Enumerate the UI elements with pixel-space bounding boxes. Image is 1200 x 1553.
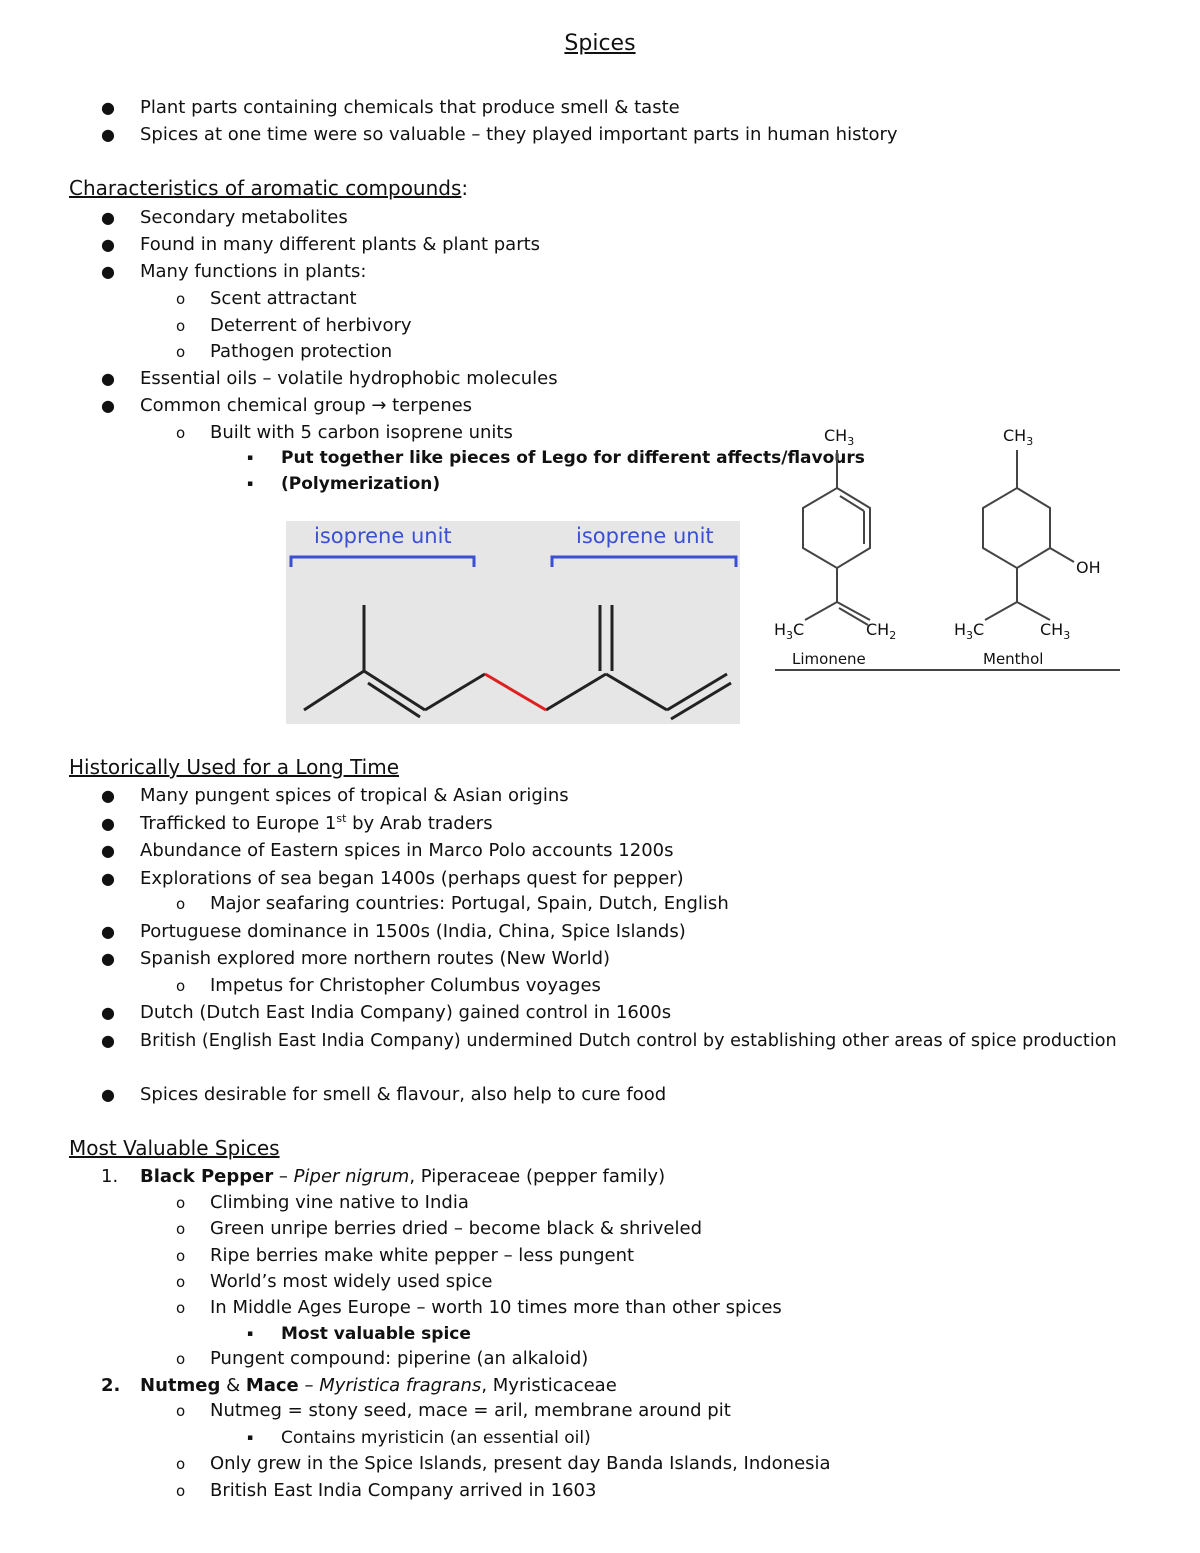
isoprene-unit-label: isoprene unit: [314, 524, 452, 548]
section-heading-aromatic: Characteristics of aromatic compounds:: [69, 176, 469, 200]
limonene-left-group: $H_3C$: [774, 620, 805, 643]
terpene-structures: [760, 420, 1130, 680]
bullet-icon: ●: [101, 1031, 115, 1050]
sub-list-item: o In Middle Ages Europe – worth 10 times more than other spices: [176, 1297, 782, 1318]
numbered-item-nutmeg: 2. Nutmeg & Mace – Myristica fragrans, Myristicaceae: [101, 1375, 617, 1396]
sub-list-item: o Deterrent of herbivory: [176, 315, 412, 336]
menthol-left-group: $H_3C$: [954, 620, 985, 643]
list-item: ● Essential oils – volatile hydrophobic molecules: [101, 368, 558, 389]
square-bullet-icon: ▪: [247, 1433, 254, 1443]
list-item: ● Plant parts containing chemicals that produce smell & taste: [101, 97, 680, 118]
sub-sub-list-item: ▪ (Polymerization): [247, 474, 441, 494]
bullet-icon: ●: [101, 1085, 115, 1104]
circle-bullet-icon: o: [176, 1194, 186, 1212]
menthol-right-group: $CH_3$: [1040, 620, 1071, 643]
bullet-icon: ●: [101, 369, 115, 388]
sub-list-item: o Only grew in the Spice Islands, present day Banda Islands, Indonesia: [176, 1453, 831, 1474]
list-item: ● Many functions in plants:: [101, 261, 367, 282]
list-item: ● Dutch (Dutch East India Company) gained control in 1600s: [101, 1002, 672, 1023]
list-item: ● Spices at one time were so valuable – they played important parts in human history: [101, 124, 898, 145]
circle-bullet-icon: o: [176, 895, 186, 913]
circle-bullet-icon: o: [176, 1220, 186, 1238]
circle-bullet-icon: o: [176, 1247, 186, 1265]
sub-sub-list-item: ▪ Most valuable spice: [247, 1324, 471, 1344]
bullet-icon: ●: [101, 922, 115, 941]
bullet-icon: ●: [101, 262, 115, 281]
square-bullet-icon: ▪: [247, 453, 254, 463]
list-item: ● Abundance of Eastern spices in Marco Polo accounts 1200s: [101, 840, 674, 861]
sub-list-item: o Major seafaring countries: Portugal, Spain, Dutch, English: [176, 893, 729, 914]
sub-list-item: o Pathogen protection: [176, 341, 393, 362]
limonene-label: Limonene: [792, 650, 866, 668]
bullet-icon: ●: [101, 869, 115, 888]
bullet-icon: ●: [101, 125, 115, 144]
list-item: ● Many pungent spices of tropical & Asian origins: [101, 785, 569, 806]
bullet-icon: ●: [101, 814, 115, 833]
sub-sub-list-item: ▪ Put together like pieces of Lego for different affects/flavours: [247, 448, 865, 468]
list-item: ● British (English East India Company) undermined Dutch control by establishing other areas of spice production: [101, 1031, 1117, 1051]
circle-bullet-icon: o: [176, 290, 186, 308]
list-item: ● Spanish explored more northern routes (New World): [101, 948, 611, 969]
limonene-right-group: $CH_2$: [866, 620, 897, 643]
circle-bullet-icon: o: [176, 424, 186, 442]
molecule-drawings: [760, 420, 1130, 680]
bullet-icon: ●: [101, 949, 115, 968]
circle-bullet-icon: o: [176, 343, 186, 361]
circle-bullet-icon: o: [176, 977, 186, 995]
circle-bullet-icon: o: [176, 1455, 186, 1473]
square-bullet-icon: ▪: [247, 479, 254, 489]
page-title: Spices: [564, 31, 636, 56]
circle-bullet-icon: o: [176, 317, 186, 335]
list-item: ● Found in many different plants & plant parts: [101, 234, 541, 255]
sub-list-item: o Pungent compound: piperine (an alkaloid): [176, 1348, 589, 1369]
list-item: ● Trafficked to Europe 1st by Arab traders: [101, 812, 493, 834]
bullet-icon: ●: [101, 1003, 115, 1022]
sub-list-item: o Built with 5 carbon isoprene units: [176, 422, 513, 443]
sub-list-item: o Green unripe berries dried – become black & shriveled: [176, 1218, 703, 1239]
bullet-icon: ●: [101, 98, 115, 117]
square-bullet-icon: ▪: [247, 1329, 254, 1339]
bullet-icon: ●: [101, 786, 115, 805]
bullet-icon: ●: [101, 396, 115, 415]
menthol-top-group: $CH_3$: [1003, 426, 1034, 449]
sub-list-item: o Ripe berries make white pepper – less pungent: [176, 1245, 635, 1266]
bullet-icon: ●: [101, 208, 115, 227]
isoprene-unit-label: isoprene unit: [576, 524, 714, 548]
sub-list-item: o Impetus for Christopher Columbus voyages: [176, 975, 601, 996]
bullet-icon: ●: [101, 235, 115, 254]
menthol-oh-group: OH: [1076, 558, 1101, 577]
list-item: ● Secondary metabolites: [101, 207, 348, 228]
circle-bullet-icon: o: [176, 1273, 186, 1291]
circle-bullet-icon: o: [176, 1402, 186, 1420]
menthol-label: Menthol: [983, 650, 1044, 668]
sub-list-item: o World’s most widely used spice: [176, 1271, 493, 1292]
isoprene-diagram: [286, 521, 740, 724]
sub-sub-list-item: ▪ Contains myristicin (an essential oil): [247, 1428, 591, 1448]
list-item: ● Portuguese dominance in 1500s (India, China, Spice Islands): [101, 921, 686, 942]
sub-list-item: o British East India Company arrived in 1603: [176, 1480, 597, 1501]
circle-bullet-icon: o: [176, 1350, 186, 1368]
list-item: ● Spices desirable for smell & flavour, also help to cure food: [101, 1084, 667, 1105]
circle-bullet-icon: o: [176, 1299, 186, 1317]
section-heading-valuable: Most Valuable Spices: [69, 1136, 280, 1160]
bullet-icon: ●: [101, 841, 115, 860]
sub-list-item: o Nutmeg = stony seed, mace = aril, membrane around pit: [176, 1400, 731, 1421]
limonene-top-group: $CH_3$: [824, 426, 855, 449]
numbered-item-pepper: 1. Black Pepper – Piper nigrum, Piperaceae (pepper family): [101, 1166, 666, 1187]
list-item: ● Common chemical group → terpenes: [101, 395, 473, 416]
sub-list-item: o Climbing vine native to India: [176, 1192, 469, 1213]
circle-bullet-icon: o: [176, 1482, 186, 1500]
sub-list-item: o Scent attractant: [176, 288, 357, 309]
isoprene-structure: [286, 521, 740, 724]
section-heading-history: Historically Used for a Long Time: [69, 755, 400, 779]
list-item: ● Explorations of sea began 1400s (perhaps quest for pepper): [101, 868, 684, 889]
